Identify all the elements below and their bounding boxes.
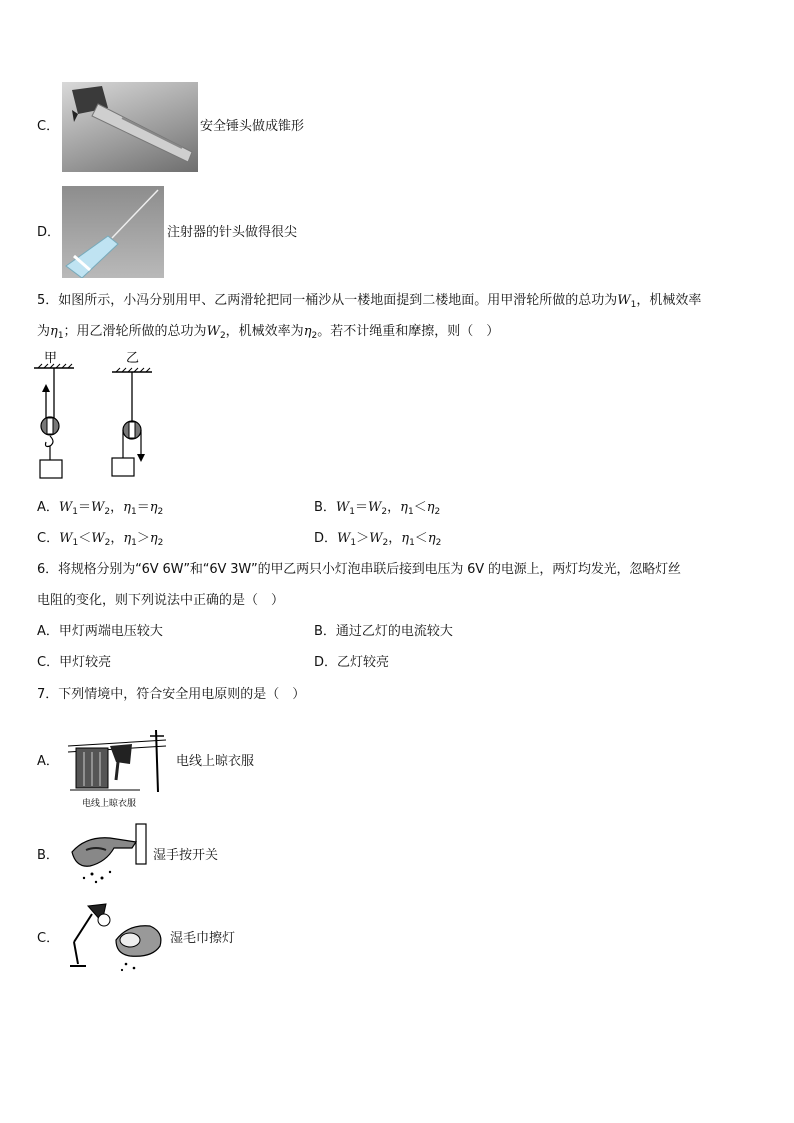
safety-hammer-photo <box>62 82 198 172</box>
q7-option-b-letter[interactable]: B． <box>37 848 59 863</box>
q7-stem: 7．下列情境中，符合安全用电原则的是（ ） <box>37 687 306 702</box>
option-c-letter: C． <box>37 119 60 134</box>
option-d-letter: D． <box>37 225 61 240</box>
q5-stem-line2: 为$\eta_1$；用乙滑轮所做的总功为$W_2$，机械效率为$\eta_2$。若不计绳重和摩擦，则（ ） <box>37 324 500 341</box>
q6-option-a[interactable]: A．甲灯两端电压较大 <box>37 624 163 639</box>
fig-label-jia: 甲 <box>44 351 58 366</box>
pulley-diagram <box>30 348 170 484</box>
q6-option-c[interactable]: C．甲灯较亮 <box>37 655 112 670</box>
syringe-photo <box>62 186 164 278</box>
q6-option-b[interactable]: B．通过乙灯的电流较大 <box>314 624 453 639</box>
option-c-caption: 安全锤头做成锥形 <box>200 119 305 134</box>
q7-option-b-caption: 湿手按开关 <box>153 848 219 863</box>
q7-option-a-letter[interactable]: A． <box>37 754 59 769</box>
q5-option-c[interactable]: C．$W_1<W_2$，$\eta_1>\eta_2$ <box>37 531 164 548</box>
option-d-caption: 注射器的针头做得很尖 <box>167 225 298 240</box>
clothes-on-wire-drawing <box>66 722 170 810</box>
wet-hand-switch-drawing <box>66 822 150 886</box>
q5-option-b[interactable]: B．$W_1=W_2$，$\eta_1<\eta_2$ <box>314 500 441 517</box>
q6-option-d[interactable]: D．乙灯较亮 <box>314 655 390 670</box>
wet-towel-lamp-drawing <box>66 902 166 974</box>
q5-option-a[interactable]: A．$W_1=W_2$，$\eta_1=\eta_2$ <box>37 500 164 517</box>
q7-option-a-caption: 电线上晾衣服 <box>176 754 255 769</box>
q6-stem-line1: 6．将规格分别为“6V 6W”和“6V 3W”的甲乙两只小灯泡串联后接到电压为 6V 的电源上，两灯均发光，忽略灯丝 <box>37 562 681 577</box>
q6-stem-line2: 电阻的变化，则下列说法中正确的是（ ） <box>37 593 285 608</box>
clothes-image-caption: 电线上晾衣服 <box>82 799 137 809</box>
q7-option-c-caption: 湿毛巾擦灯 <box>170 931 236 946</box>
q7-option-c-letter[interactable]: C． <box>37 931 60 946</box>
q5-stem-line1: 5．如图所示，小冯分别用甲、乙两滑轮把同一桶沙从一楼地面提到二楼地面。用甲滑轮所做的总功为$W_1$，机械效率 <box>37 293 702 310</box>
q5-option-d[interactable]: D．$W_1>W_2$，$\eta_1<\eta_2$ <box>314 531 442 548</box>
fig-label-yi: 乙 <box>126 351 140 366</box>
